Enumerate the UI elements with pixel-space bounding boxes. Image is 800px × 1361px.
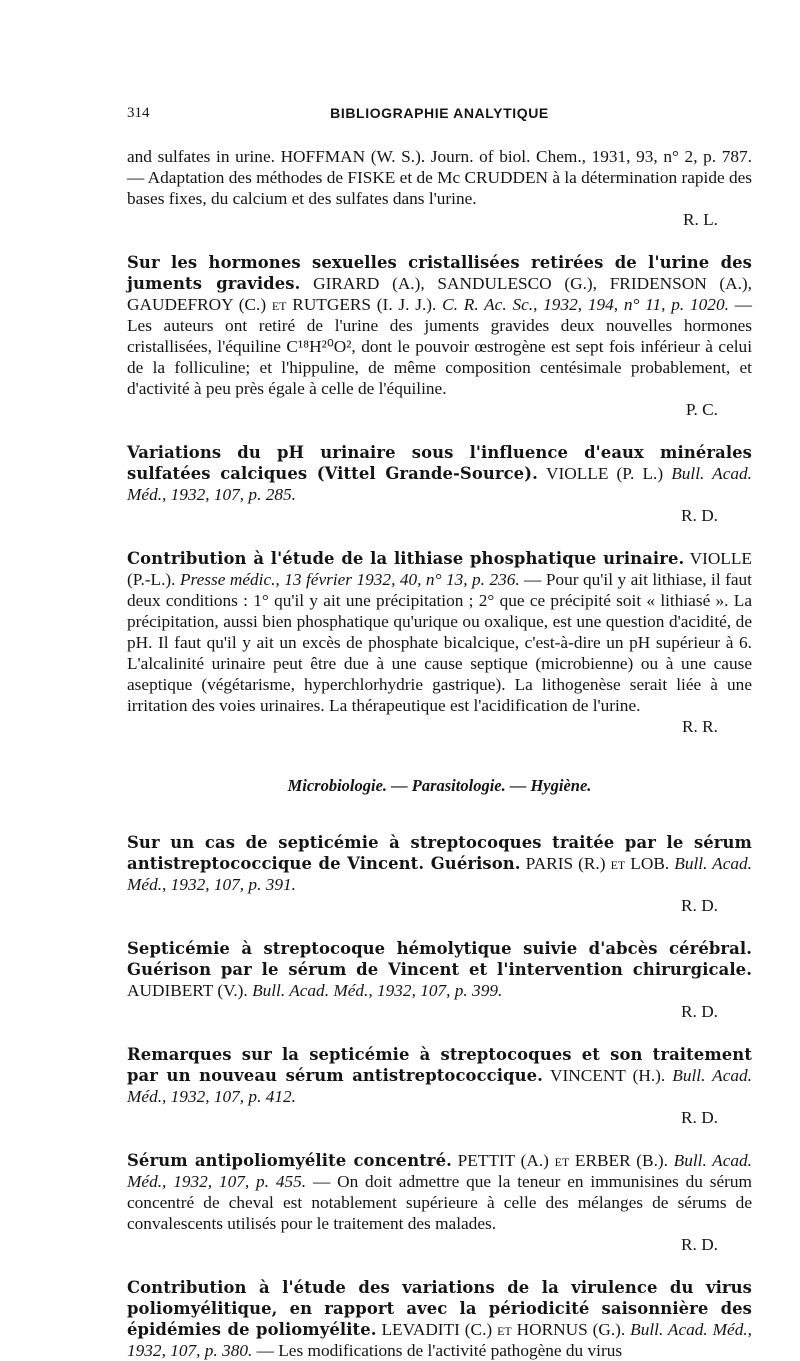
entry-body	[127, 548, 752, 716]
entry-authors: VIOLLE (P.-L.).	[127, 549, 752, 589]
entry-title: Remarques sur la septicémie à streptocoques et son traitement par un nouveau sérum antistreptococcique.	[127, 1045, 752, 1085]
entry-citation: Presse médic., 13 février 1932, 40, n° 13, p. 236.	[179, 570, 520, 589]
entry-authors: VIOLLE (P. L.)	[546, 464, 664, 483]
running-title: BIBLIOGRAPHIE ANALYTIQUE	[330, 105, 549, 121]
entry-title: Sur un cas de septicémie à streptocoques traitée par le sérum antistreptococcique de Vincent. Guérison.	[127, 833, 752, 873]
entry-lithiase	[127, 548, 752, 737]
entry-septicemie-vincent	[127, 832, 752, 916]
entry-initials: R. D.	[681, 506, 718, 525]
entry-authors: GIRARD (A.), SANDULESCO (G.), FRIDENSON (A.), GAUDEFROY (C.) et RUTGERS (I. J. J.).	[127, 274, 753, 314]
entry-hormones	[127, 252, 752, 420]
page-number: 314	[127, 105, 150, 121]
entry-citation: Bull. Acad. Méd., 1932, 107, p. 412.	[127, 1066, 752, 1106]
entry-abstract: — On doit admettre que la teneur en immunisines du sérum concentré de cheval est notablement supérieure à celle des mélanges de sérums de convalescents utilisés pour le traitement des malades.	[127, 1172, 752, 1233]
entry-body	[127, 832, 752, 895]
entry-body	[127, 252, 752, 399]
entry-authors: PARIS (R.) et LOB.	[525, 854, 670, 873]
entry-title: Contribution à l'étude des variations de la virulence du virus poliomyélitique, en rapport avec la périodicité saisonnière des épidémies de poliomyélite.	[127, 1278, 752, 1339]
entry-initials: R. D.	[681, 1108, 718, 1127]
entry-abstract: — Les modifications de l'activité pathogène du virus	[256, 1341, 623, 1360]
entry-authors: PETTIT (A.) et ERBER (B.).	[457, 1151, 668, 1170]
entry-authors: VINCENT (H.).	[550, 1066, 666, 1085]
entry-body	[127, 442, 752, 505]
entry-title: Contribution à l'étude de la lithiase phosphatique urinaire.	[127, 549, 685, 568]
entry-authors: LEVADITI (C.) et HORNUS (G.).	[381, 1320, 626, 1339]
entry-body	[127, 1044, 752, 1107]
entry-continuation	[127, 146, 752, 230]
entry-initials: R. D.	[681, 896, 718, 915]
entry-citation: Bull. Acad. Méd., 1932, 107, p. 455.	[127, 1151, 752, 1191]
entry-title: Septicémie à streptocoque hémolytique suivie d'abcès cérébral. Guérison par le sérum de Vincent et l'intervention chirurgicale.	[127, 939, 752, 979]
entry-text: and sulfates in urine. HOFFMAN (W. S.). Journ. of biol. Chem., 1931, 93, n° 2, p. 787. — Adaptation des méthodes de FISKE et de Mc CRUDDEN à la détermination rapide des bases fixes, du calcium et des sulfates dans l'urine.	[127, 147, 752, 208]
page-body	[127, 146, 752, 1361]
entry-ph-urinaire	[127, 442, 752, 526]
entry-remarques-septicemie	[127, 1044, 752, 1128]
entry-serum-antipolio	[127, 1150, 752, 1255]
entry-abstract: — Les auteurs ont retiré de l'urine des juments gravides deux nouvelles hormones cristallisées, l'équiline C¹⁸H²⁰O², dont le pouvoir œstrogène est sept fois inférieur à celui de la folliculine; et l'hippuline, de même composition centésimale probablement, et d'activité à peu près égale à celle de l'équiline.	[127, 295, 752, 398]
entry-abstract: — Pour qu'il y ait lithiase, il faut deux conditions : 1° qu'il y ait une précipitation ; 2° que ce précipité soit « lithiasé ». La précipitation, aussi bien phosphatique qu'urique ou oxalique, est une question d'acidité, de pH. Il faut qu'il y ait un excès de phosphate bicalcique, c'est-à-dire un pH supérieur à 6. L'alcalinité urinaire peut être due à une cause septique (microbienne) ou à une cause aseptique (végétarisme, hyperchlorhydrie gastrique). La lithogenèse serait liée à une irritation des voies urinaires. La thérapeutique est l'acidification de l'urine.	[127, 570, 752, 715]
section-heading: Microbiologie. — Parasitologie. — Hygiène.	[287, 776, 592, 795]
entry-initials: R. R.	[681, 717, 718, 736]
entry-virulence-polio	[127, 1277, 752, 1361]
entry-title: Variations du pH urinaire sous l'influence d'eaux minérales sulfatées calciques (Vittel Grande-Source).	[127, 443, 752, 483]
entry-title: Sur les hormones sexuelles cristallisées retirées de l'urine des juments gravides.	[127, 253, 752, 293]
entry-citation: Bull. Acad. Méd., 1932, 107, p. 285.	[127, 464, 752, 504]
entry-initials: R. D.	[681, 1002, 718, 1021]
entry-body	[127, 1150, 752, 1234]
entry-citation: Bull. Acad. Méd., 1932, 107, p. 399.	[252, 981, 503, 1000]
entry-citation: Bull. Acad. Méd., 1932, 107, p. 391.	[127, 854, 752, 894]
entry-authors: AUDIBERT (V.).	[127, 981, 248, 1000]
entry-initials: P. C.	[685, 400, 718, 419]
entry-septicemie-abces	[127, 938, 752, 1022]
entry-citation: C. R. Ac. Sc., 1932, 194, n° 11, p. 1020.	[442, 295, 729, 314]
entry-citation: Bull. Acad. Méd., 1932, 107, p. 380.	[127, 1320, 752, 1360]
entry-title: Sérum antipoliomyélite concentré.	[127, 1151, 452, 1170]
entry-initials: R. D.	[681, 1235, 718, 1254]
entry-initials: R. L.	[682, 210, 718, 229]
entry-body	[127, 1277, 752, 1361]
page-header	[127, 105, 752, 127]
entry-body	[127, 938, 752, 1001]
